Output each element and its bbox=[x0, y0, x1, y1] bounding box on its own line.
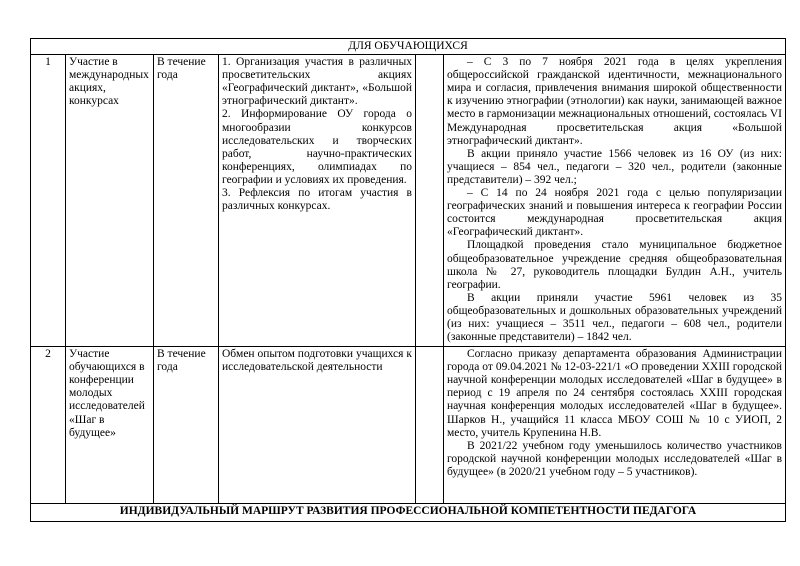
table-row bbox=[31, 347, 786, 504]
row-number: 2 bbox=[31, 347, 66, 504]
empty-cell bbox=[416, 347, 444, 504]
content-paragraph: 3. Рефлексия по итогам участия в различных конкурсах. bbox=[222, 187, 412, 213]
content-paragraph: 2. Информирование ОУ города о многообразии конкурсов исследовательских и творческих работ, научно-практических конференциях, олимпиадах по географии и условиях их проведения. bbox=[222, 108, 412, 186]
result-paragraph: – С 3 по 7 ноября 2021 года в целях укрепления общероссийской гражданской идентичности, межнационального мира и согласия, привлечения внимания широкой общественности к изучению этнографии (этнологии) как науки, занимающей важное место в гармонизации межнациональных отношений, состоялась VI Международная просветительская акция «Большой этнографический диктант». bbox=[447, 56, 782, 147]
empty-cell bbox=[416, 55, 444, 347]
content-paragraph: Обмен опытом подготовки учащихся к исследовательской деятельности bbox=[222, 348, 412, 374]
activity-cell: Участие в международных акциях, конкурсах bbox=[66, 55, 154, 347]
timing-cell: В течение года bbox=[154, 55, 219, 347]
result-paragraph: В акции приняло участие 1566 человек из 16 ОУ (из них: учащиеся – 854 чел., педагоги – 320 чел., родители (законные представители) – 392 чел.; bbox=[447, 147, 782, 186]
timing-cell: В течение года bbox=[154, 347, 219, 504]
row-number: 1 bbox=[31, 55, 66, 347]
activities-table bbox=[30, 38, 786, 522]
result-paragraph: В 2021/22 учебном году уменьшилось количество участников городской научной конференции молодых исследователей «Шаг в будущее» (в 2020/21 учебном году – 5 участников). bbox=[447, 439, 782, 478]
section-header: ДЛЯ ОБУЧАЮЩИХСЯ bbox=[31, 39, 786, 55]
result-paragraph: Согласно приказу департамента образования Администрации города от 09.04.2021 № 12-03-221/1 «О проведении XXIII городской научной конференции молодых исследователей «Шаг в будущее» в период с 19 апреля по 24 сентября состоялась XXIII городская научная конференция молодых исследователей «Шаг в будущее». Шарков Н., учащийся 11 класса МБОУ СОШ № 10 с УИОП, 2 место, учитель Крупенина Н.В. bbox=[447, 348, 782, 439]
table-row bbox=[31, 55, 786, 347]
footer-header-row bbox=[31, 504, 786, 522]
section-header-row bbox=[31, 39, 786, 55]
result-paragraph: Площадкой проведения стало муниципальное бюджетное общеобразовательное учреждение средняя общеобразовательная школа № 27, руководитель площадки Булдин А.Н., учитель географии. bbox=[447, 239, 782, 291]
footer-header: ИНДИВИДУАЛЬНЫЙ МАРШРУТ РАЗВИТИЯ ПРОФЕССИОНАЛЬНОЙ КОМПЕТЕНТНОСТИ ПЕДАГОГА bbox=[31, 504, 786, 522]
result-paragraph: – С 14 по 24 ноября 2021 года с целью популяризации географических знаний и повышения интереса к географии России состоится международная просветительская акция «Географический диктант». bbox=[447, 187, 782, 239]
result-cell bbox=[444, 347, 786, 504]
content-paragraph: 1. Организация участия в различных просветительских акциях «Географический диктант», «Большой этнографический диктант». bbox=[222, 56, 412, 108]
document-page bbox=[30, 38, 786, 522]
content-cell bbox=[219, 55, 416, 347]
activity-cell: Участие обучающихся в конференции молодых исследователей «Шаг в будущее» bbox=[66, 347, 154, 504]
result-cell bbox=[444, 55, 786, 347]
result-paragraph: В акции приняли участие 5961 человек из 35 общеобразовательных и дошкольных образовательных учреждений (из них: учащиеся – 3511 чел., педагоги – 608 чел., родители (законные представители) – 1842 чел. bbox=[447, 291, 782, 344]
content-cell bbox=[219, 347, 416, 504]
